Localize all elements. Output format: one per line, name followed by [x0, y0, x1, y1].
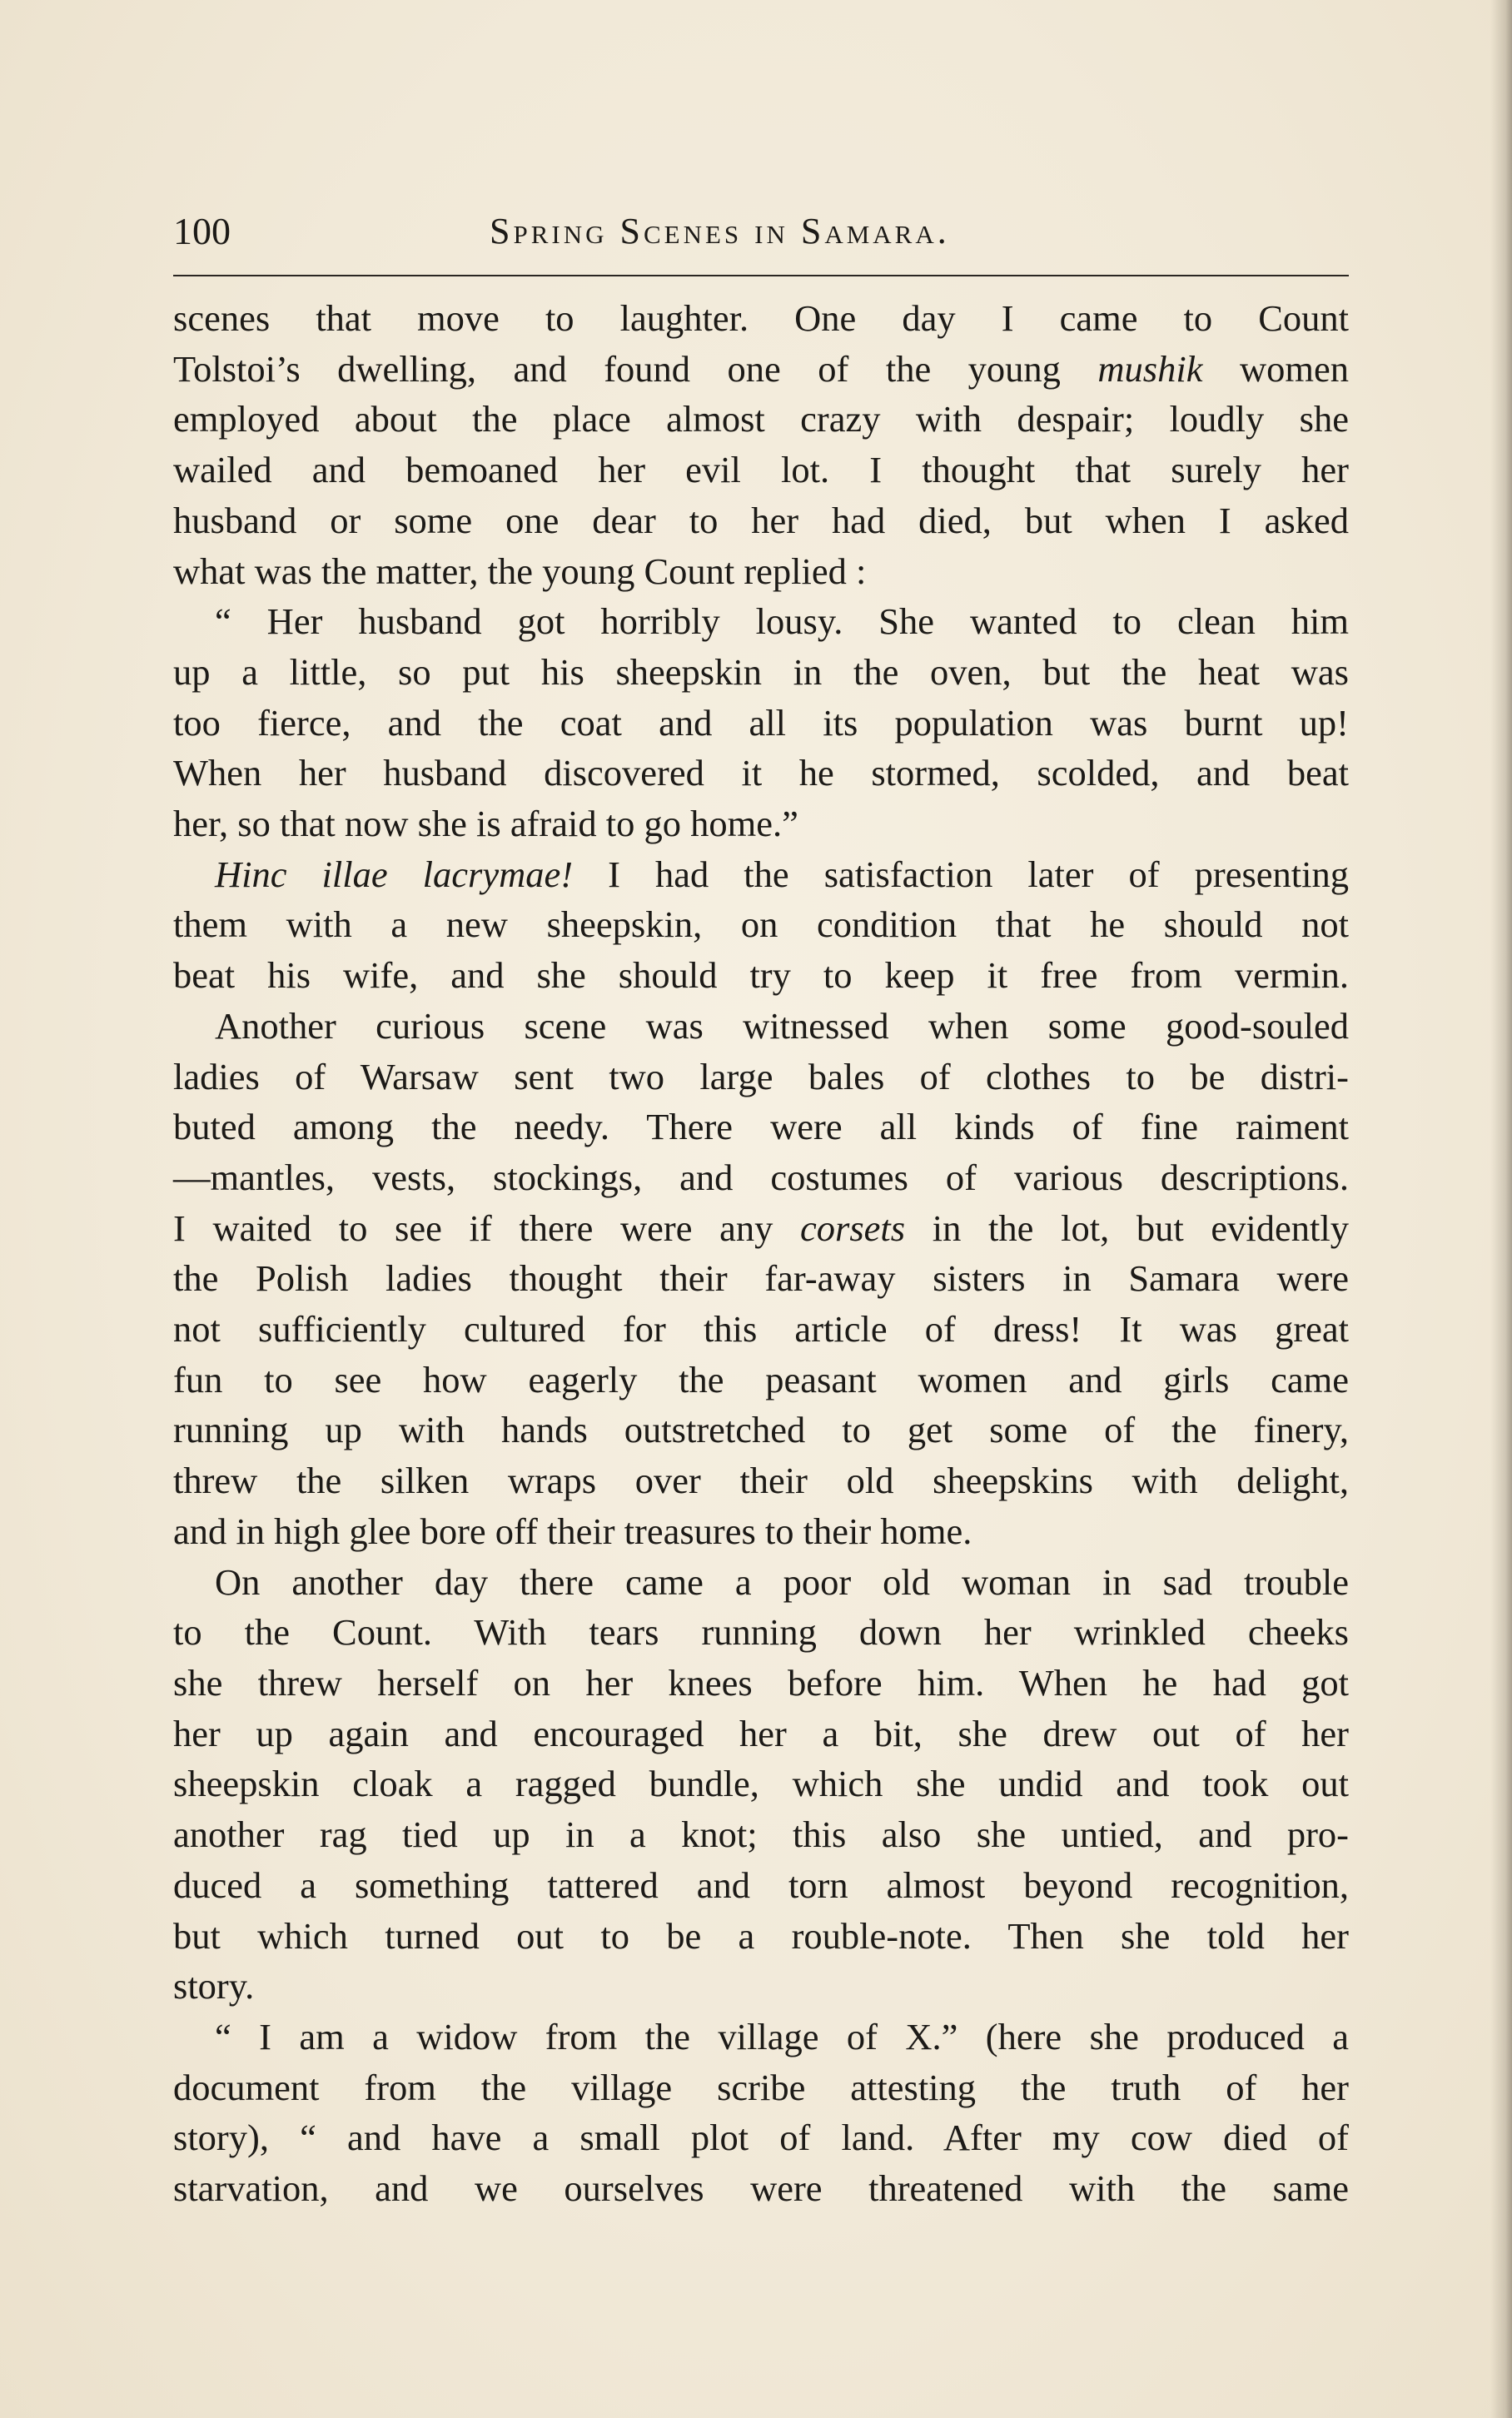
text-line: —mantles, vests, stockings, and costumes of various descriptions.: [173, 1156, 1349, 1198]
text-line: ladies of Warsaw sent two large bales of clothes to be distri-: [173, 1055, 1349, 1097]
page-number: 100: [173, 210, 231, 252]
text-line: her, so that now she is afraid to go home.”: [173, 803, 798, 845]
italic-phrase: corsets: [800, 1207, 906, 1249]
text-line: her up again and encouraged her a bit, she drew out of her: [173, 1712, 1349, 1754]
text-line: what was the matter, the young Count replied :: [173, 550, 867, 592]
text-line: wailed and bemoaned her evil lot. I thought that surely her: [173, 449, 1349, 491]
running-title: Spring Scenes in Samara.: [490, 211, 950, 251]
text-line: story), “ and have a small plot of land. After my cow died of: [173, 2117, 1349, 2159]
text-line: On another day there came a poor old woman in sad trouble: [215, 1560, 1349, 1603]
text-line: too fierce, and the coat and all its population was burnt up!: [173, 701, 1349, 744]
text-line: “ I am a widow from the village of X.” (here she produced a: [215, 2015, 1349, 2057]
text-line: duced a something tattered and torn almost beyond recognition,: [173, 1863, 1349, 1906]
text-line: and in high glee bore off their treasures to their home.: [173, 1510, 972, 1552]
text-line: but which turned out to be a rouble-note. Then she told her: [173, 1914, 1349, 1957]
page-edge-shadow: [1490, 0, 1512, 2418]
text-line: employed about the place almost crazy with despair; loudly she: [173, 398, 1349, 440]
text-line: another rag tied up in a knot; this also she untied, and pro-: [173, 1813, 1349, 1856]
text-line: fun to see how eagerly the peasant women and girls came: [173, 1358, 1349, 1401]
text-line: “ Her husband got horribly lousy. She wanted to clean him: [215, 600, 1349, 643]
text-line: Hinc illae lacrymae! I had the satisfaction later of presenting: [215, 853, 1349, 895]
text-line: running up with hands outstretched to get some of the finery,: [173, 1409, 1349, 1451]
text-line: When her husband discovered it he stormed, scolded, and beat: [173, 752, 1349, 794]
text-line: sheepskin cloak a ragged bundle, which she undid and took out: [173, 1763, 1349, 1805]
text-line: story.: [173, 1965, 255, 2008]
text-line: document from the village scribe attesting the truth of her: [173, 2066, 1349, 2108]
text-line: scenes that move to laughter. One day I came to Count: [173, 297, 1349, 339]
text-line: not sufficiently cultured for this article of dress! It was great: [173, 1308, 1349, 1351]
text-line: threw the silken wraps over their old sheepskins with delight,: [173, 1460, 1349, 1502]
text-line: Another curious scene was witnessed when some good-souled: [215, 1004, 1349, 1047]
text-line: buted among the needy. There were all kinds of fine raiment: [173, 1106, 1349, 1148]
text-line: husband or some one dear to her had died, but when I asked: [173, 499, 1349, 541]
italic-phrase: mushik: [1097, 347, 1203, 390]
text-line: to the Count. With tears running down her wrinkled cheeks: [173, 1611, 1349, 1654]
text-line: Tolstoi’s dwelling, and found one of the young mushik women: [173, 347, 1349, 390]
text-line: up a little, so put his sheepskin in the oven, but the heat was: [173, 650, 1349, 693]
header-rule: [173, 275, 1349, 276]
text-line: I waited to see if there were any corsets in the lot, but evidently: [173, 1207, 1349, 1249]
text-line: she threw herself on her knees before him. When he had got: [173, 1661, 1349, 1704]
page-header: [173, 206, 1349, 265]
text-line: starvation, and we ourselves were threatened with the same: [173, 2167, 1349, 2210]
text-line: them with a new sheepskin, on condition that he should not: [173, 903, 1349, 946]
italic-phrase: Hinc illae lacrymae!: [215, 853, 574, 895]
text-line: the Polish ladies thought their far-away sisters in Samara were: [173, 1257, 1349, 1300]
body-text: [173, 293, 1349, 2214]
text-line: beat his wife, and she should try to keep it free from vermin.: [173, 954, 1349, 997]
